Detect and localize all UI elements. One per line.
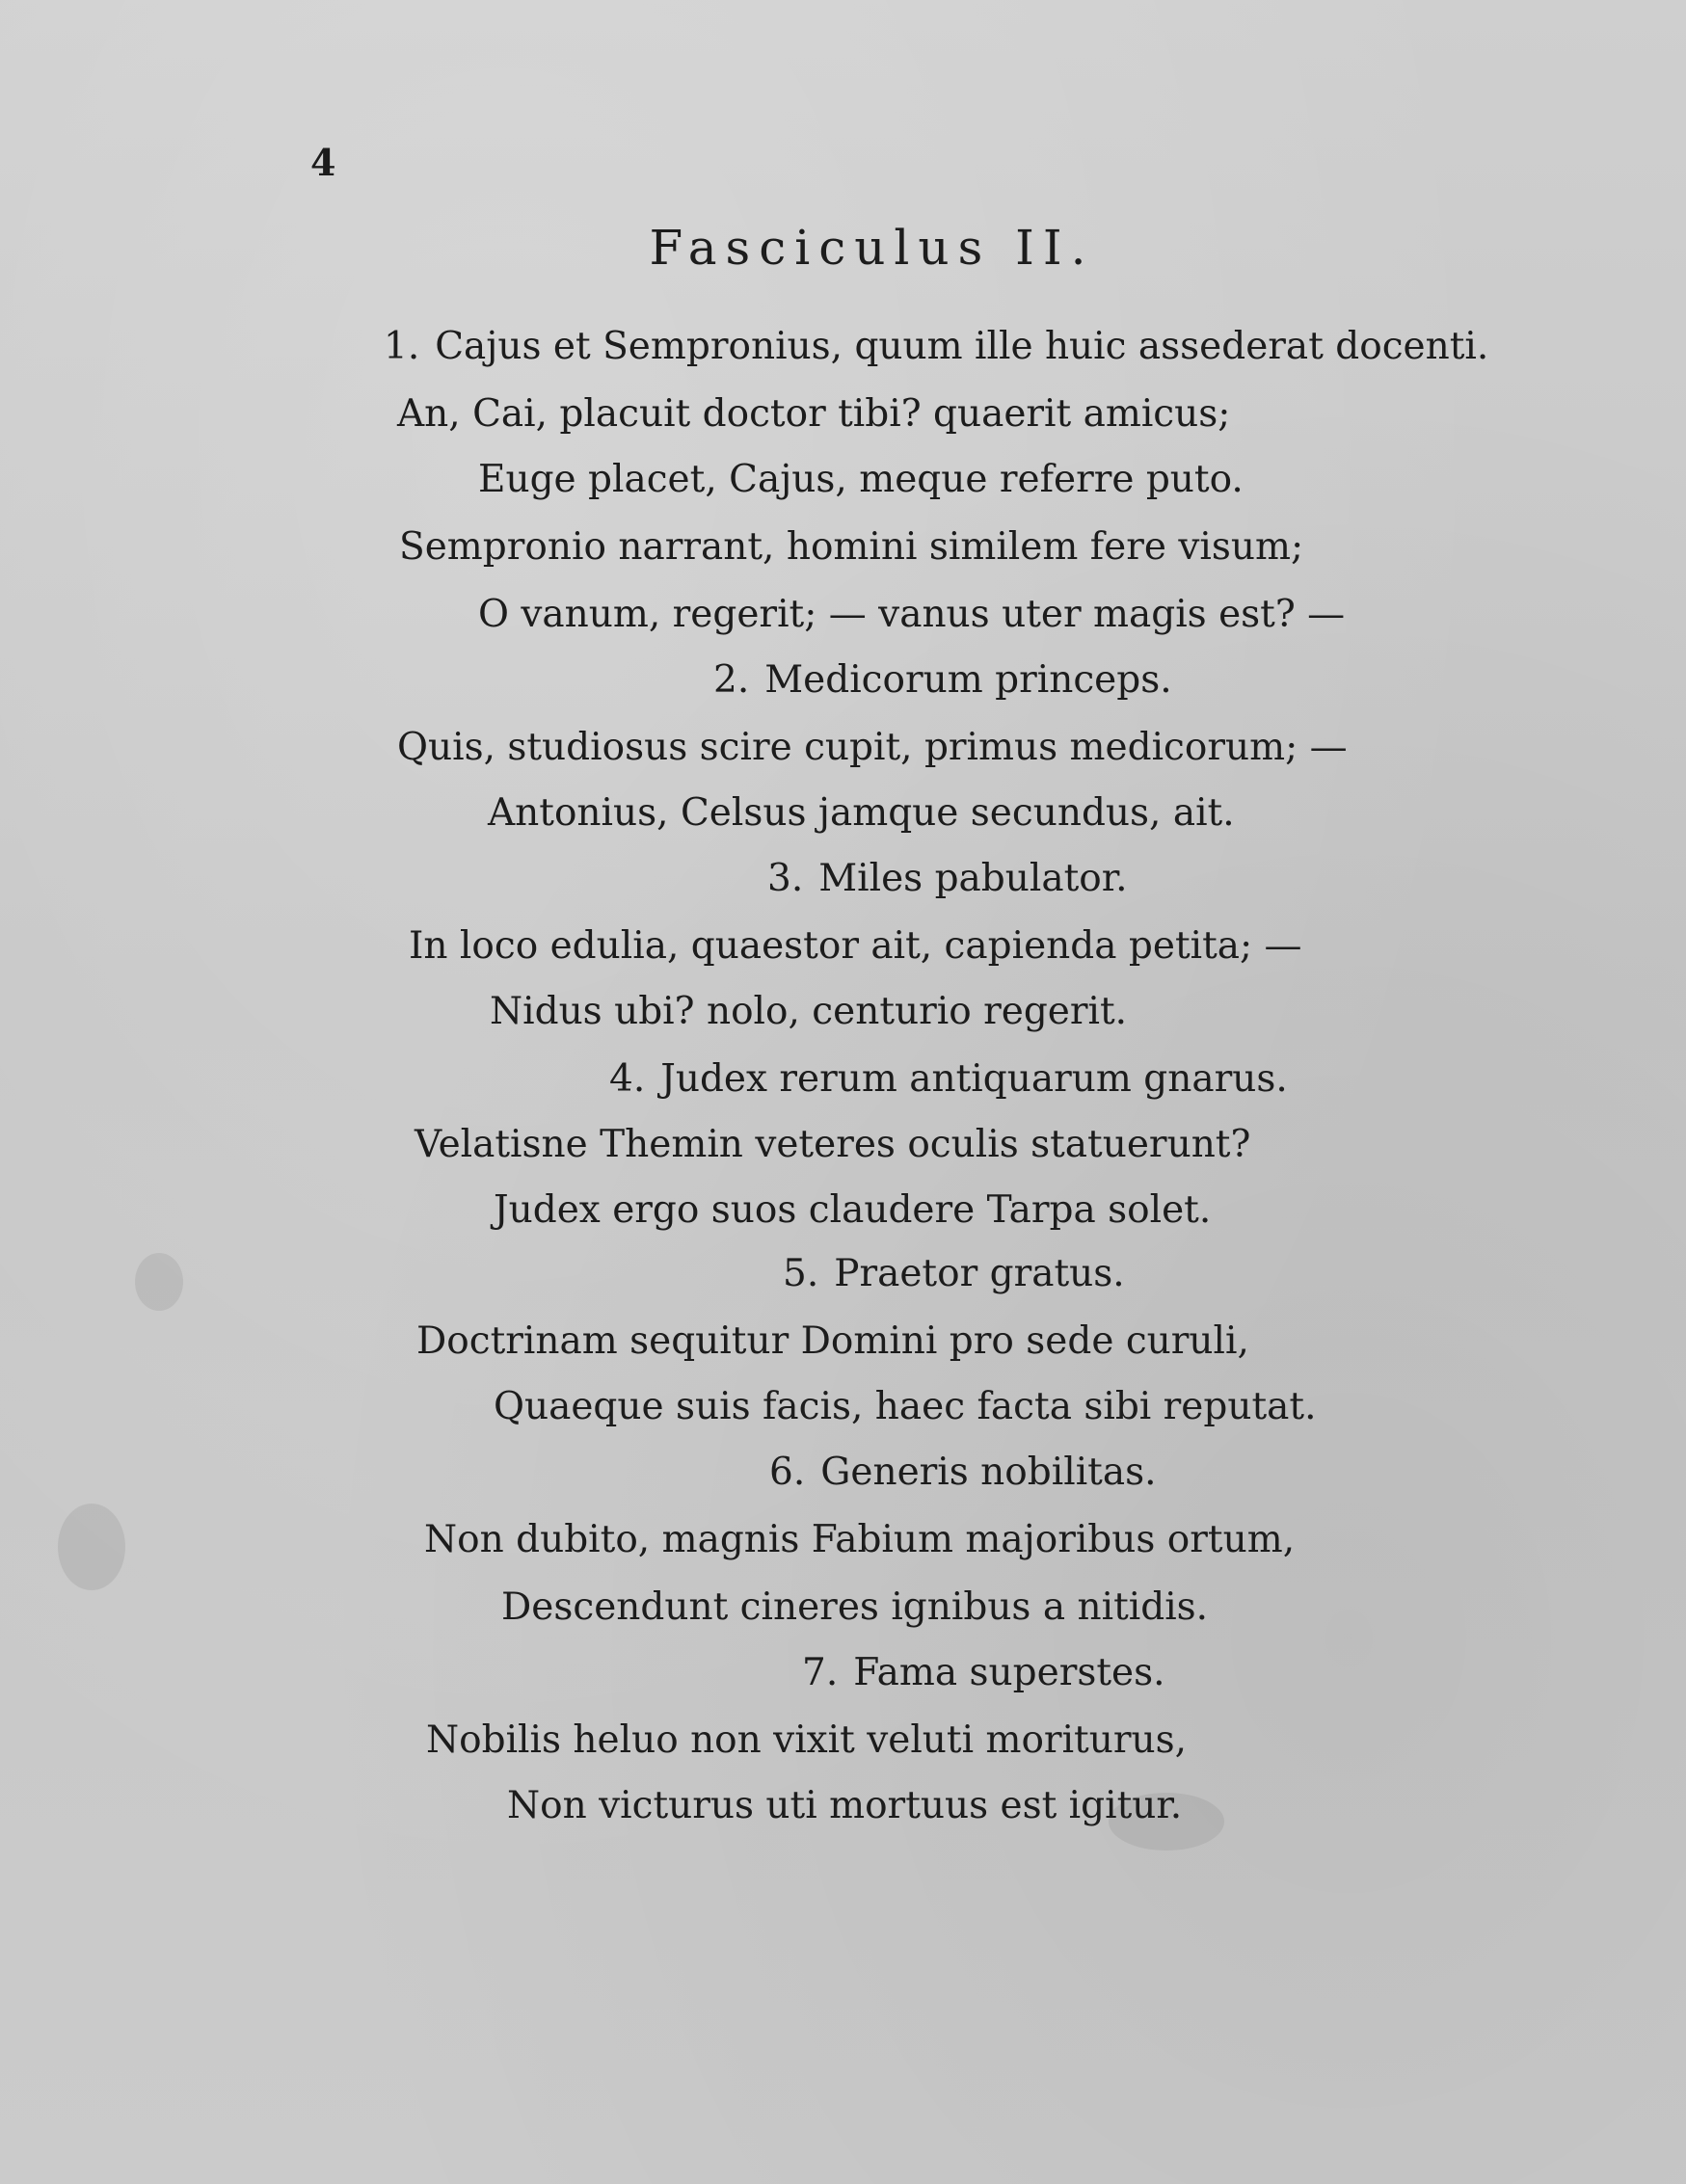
paper-stain xyxy=(58,1504,125,1590)
epigram-3-line-2: Nidus ubi? nolo, centurio regerit. xyxy=(490,990,1128,1033)
epigram-2-heading xyxy=(713,658,1172,702)
epigram-6-line-2: Descendunt cineres ignibus a nitidis. xyxy=(501,1585,1209,1629)
epigram-number: 5. xyxy=(783,1252,819,1295)
epigram-1-line-5: O vanum, regerit; — vanus uter magis est? — xyxy=(478,593,1346,636)
epigram-1-line-3: Euge placet, Cajus, meque referre puto. xyxy=(478,458,1244,501)
epigram-heading-text: Fama superstes. xyxy=(853,1651,1165,1694)
epigram-number: 6. xyxy=(769,1451,806,1494)
epigram-heading-text: Miles pabulator. xyxy=(818,857,1128,900)
epigram-heading-text: Judex rerum antiquarum gnarus. xyxy=(660,1057,1288,1101)
epigram-number: 4. xyxy=(609,1057,646,1101)
page-number: 4 xyxy=(310,141,336,184)
epigram-number: 7. xyxy=(802,1651,839,1694)
epigram-number: 3. xyxy=(767,857,804,900)
epigram-6-line-1: Non dubito, magnis Fabium majoribus ortum, xyxy=(424,1518,1296,1561)
epigram-5-heading xyxy=(783,1252,1125,1295)
epigram-3-line-1: In loco edulia, quaestor ait, capienda petita; — xyxy=(409,924,1302,968)
verse-text: Cajus et Sempronius, quum ille huic assederat docenti. xyxy=(435,325,1489,368)
epigram-2-line-1: Quis, studiosus scire cupit, primus medicorum; — xyxy=(397,726,1348,769)
epigram-1-line-2: An, Cai, placuit doctor tibi? quaerit amicus; xyxy=(397,392,1231,436)
epigram-7-line-2: Non victurus uti mortuus est igitur. xyxy=(507,1784,1183,1827)
epigram-4-line-2: Judex ergo suos claudere Tarpa solet. xyxy=(494,1188,1212,1232)
epigram-5-line-1: Doctrinam sequitur Domini pro sede curuli, xyxy=(416,1319,1249,1363)
epigram-heading-text: Praetor gratus. xyxy=(834,1252,1125,1295)
epigram-number: 2. xyxy=(713,658,750,702)
epigram-7-line-1: Nobilis heluo non vixit veluti moriturus, xyxy=(426,1718,1188,1762)
epigram-heading-text: Medicorum princeps. xyxy=(764,658,1172,702)
epigram-7-heading xyxy=(802,1651,1165,1694)
epigram-4-line-1: Velatisne Themin veteres oculis statuerunt? xyxy=(415,1123,1251,1166)
epigram-1-line-1 xyxy=(384,325,1489,368)
epigram-3-heading xyxy=(767,857,1128,900)
epigram-number: 1. xyxy=(384,325,420,368)
epigram-5-line-2: Quaeque suis facis, haec facta sibi reputat. xyxy=(494,1385,1317,1428)
epigram-2-line-2: Antonius, Celsus jamque secundus, ait. xyxy=(488,791,1235,835)
page-title: Fasciculus II. xyxy=(649,220,1095,276)
paper-stain xyxy=(135,1253,183,1311)
epigram-4-heading xyxy=(609,1057,1288,1101)
epigram-1-line-4: Sempronio narrant, homini similem fere visum; xyxy=(399,525,1304,569)
epigram-6-heading xyxy=(769,1451,1157,1494)
epigram-heading-text: Generis nobilitas. xyxy=(820,1451,1157,1494)
